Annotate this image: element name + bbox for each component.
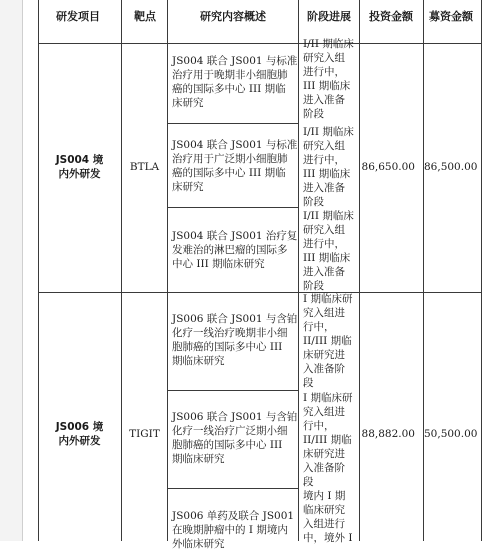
project-cell: JS006 境 内外研发: [55, 421, 104, 447]
stage-cell: I/II 期临床 研究入组 进行中， III 期临床 进入准备 阶段: [303, 126, 354, 208]
content-cell: JS006 联合 JS001 与含铂 化疗一线治疗广泛期小细 胞肺癌的国际多中心 III 期临床研究: [172, 411, 298, 465]
header-investment: 投资金额: [369, 10, 413, 23]
investment-cell: 86,650.00: [361, 161, 415, 173]
grid-line: [481, 0, 482, 541]
content-cell: JS004 联合 JS001 与标准 治疗用于广泛期小细胞肺 癌的国际多中心 III 期临 床研究: [172, 139, 298, 193]
header-content: 研究内容概述: [200, 10, 266, 23]
raised-cell: 86,500.00: [424, 161, 478, 173]
investment-cell: 88,882.00: [361, 428, 415, 440]
header-target: 靶点: [134, 10, 156, 23]
header-stage: 阶段进展: [307, 10, 351, 23]
content-cell: JS004 联合 JS001 与标准 治疗用于晚期非小细胞肺 癌的国际多中心 III 期临 床研究: [172, 55, 298, 109]
stage-cell: I/II 期临床 研究入组 进行中， III 期临床 进入准备 阶段: [303, 210, 354, 292]
stage-cell: I/II 期临床 研究入组 进行中， III 期临床 进入准备 阶段: [303, 38, 354, 120]
grid-line: [38, 0, 39, 541]
target-cell: TIGIT: [129, 428, 160, 440]
target-cell: BTLA: [129, 161, 160, 173]
stage-cell: I 期临床研 究入组进 行中， II/III 期临 床研究进 入准备阶 段: [303, 392, 353, 488]
raised-cell: 50,500.00: [424, 428, 478, 440]
grid-line: [38, 43, 482, 44]
content-cell: JS004 联合 JS001 治疗复 发难治的淋巴瘤的国际多 中心 III 期临床研究: [172, 230, 298, 270]
grid-line: [298, 0, 299, 541]
stage-cell: 境内 I 期 临床研究 入组进行 中，境外 I: [303, 490, 353, 544]
content-cell: JS006 联合 JS001 与含铂 化疗一线治疗晚期非小细 胞肺癌的国际多中心 III 期临床研究: [172, 313, 298, 367]
grid-line: [423, 0, 424, 541]
grid-line: [121, 0, 122, 541]
stage-cell: I 期临床研 究入组进 行中， II/III 期临 床研究进 入准备阶 段: [303, 293, 353, 389]
grid-line: [167, 207, 299, 208]
project-cell: JS004 境 内外研发: [55, 154, 104, 180]
left-margin-rail: [0, 0, 23, 541]
grid-line: [38, 292, 482, 293]
header-project: 研发项目: [56, 10, 100, 23]
grid-line: [167, 390, 299, 391]
content-cell: JS006 单药及联合 JS001 在晚期肿瘤中的 I 期境内 外临床研究: [172, 510, 295, 550]
grid-line: [167, 123, 299, 124]
header-raised: 募资金额: [429, 10, 473, 23]
grid-line: [167, 0, 168, 541]
grid-line: [359, 0, 360, 541]
grid-line: [167, 488, 299, 489]
